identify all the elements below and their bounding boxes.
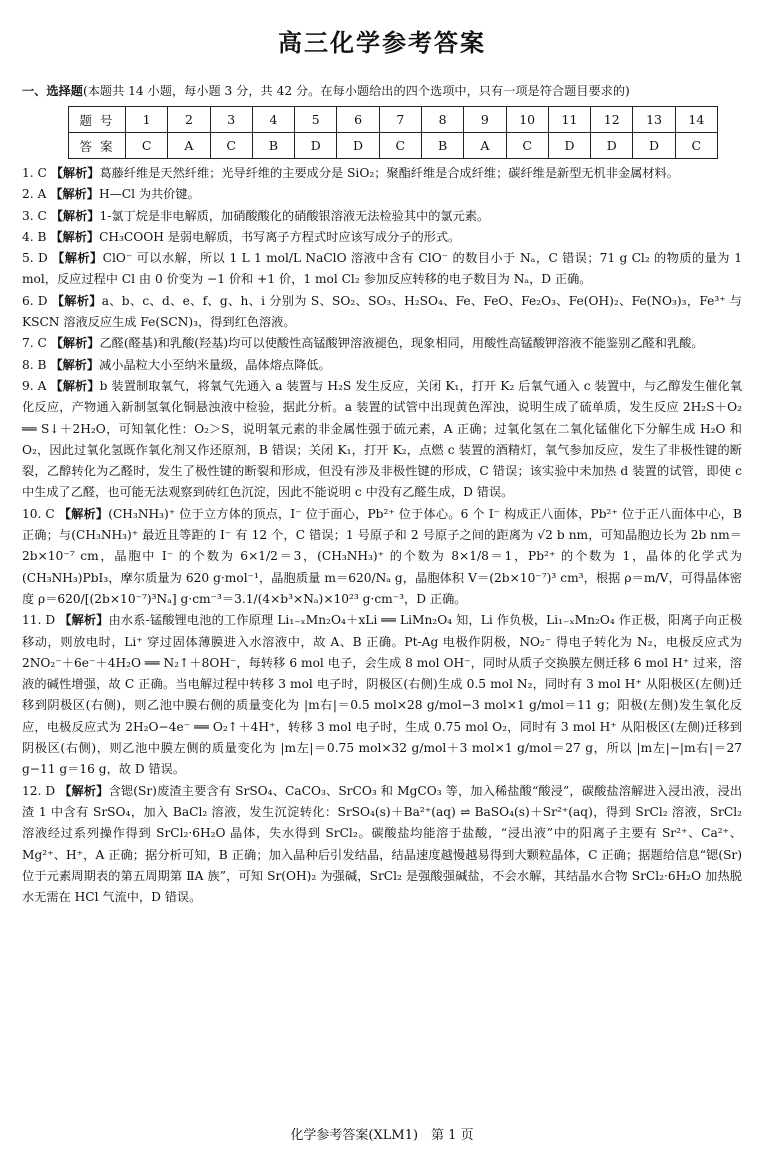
answer-cell: D (633, 133, 675, 159)
question-number-cell: 12 (591, 107, 633, 133)
page-footer: 化学参考答案(XLM1) 第 1 页 (290, 1128, 474, 1143)
explanation-item (22, 291, 742, 334)
answer-cell: D (337, 133, 379, 159)
question-number-cell: 6 (337, 107, 379, 133)
answer-cell: C (210, 133, 252, 159)
explanation-item (22, 333, 742, 354)
question-number-cell: 11 (548, 107, 590, 133)
explanation-item (22, 781, 742, 909)
answer-cell: A (168, 133, 210, 159)
explanation-item (22, 248, 742, 291)
item-number-answer: 12. D (22, 783, 56, 798)
question-number-cell: 10 (506, 107, 548, 133)
explanation-item (22, 163, 742, 184)
explanation-item (22, 184, 742, 205)
answer-cell: D (548, 133, 590, 159)
question-number-cell: 13 (633, 107, 675, 133)
explanation-item (22, 610, 742, 780)
analysis-text: a、b、c、d、e、f、g、h、i 分别为 S、SO₂、SO₃、H₂SO₄、Fe、FeO、Fe₂O₃、Fe(OH)₂、Fe(NO₃)₃，Fe³⁺ 与 KSCN 溶液反应生成 Fe(SCN)₃，得到红色溶液。 (22, 293, 742, 330)
explanation-item (22, 355, 742, 376)
analysis-tag: 【解析】 (51, 293, 102, 308)
row-label-question: 题 号 (69, 107, 126, 133)
question-number-cell: 9 (464, 107, 506, 133)
analysis-tag: 【解析】 (50, 357, 100, 372)
analysis-text: CH₃COOH 是弱电解质，书写离子方程式时应该写成分子的形式。 (99, 229, 461, 244)
question-number-row (69, 107, 718, 133)
explanation-item (22, 504, 742, 610)
item-number-answer: 1. C (22, 166, 47, 180)
analysis-text: b 装置制取氧气，将氧气先通入 a 装置与 H₂S 发生反应，关闭 K₁，打开 K₂ 后氧气通入 c 装置中，与乙醇发生催化氧化反应，产物通入新制氢氧化铜悬浊液中检验，据此分析。a 装置的试管中出现黄色浑浊，说明生成了硫单质，发生反应 2H₂S＋O₂ ══ S↓＋2H₂O，可知氧化性：O₂＞S，说明氧元素的非金属性强于硫元素，A 正确；过氧化氢在二氧化锰催化下分解生成 H₂O 和 O₂，因此过氧化氢既作氧化剂又作还原剂，B 错误；关闭 K₁，打开 K₂，点燃 c 装置的酒精灯，氧气参加反应，发生了非极性键的断裂，乙醇转化为乙醛时，发生了极性键的断裂和形成，但没有涉及非极性键的形成，C 错误；该实验中未加热 d 装置的试管，即使 c 中生成了乙醛，也可能无法观察到砖红色沉淀，因此不能说明 c 中没有乙醛生成，D 错误。 (22, 378, 743, 500)
answer-cell: B (421, 133, 463, 159)
page-title: 高三化学参考答案 (278, 29, 486, 57)
analysis-tag: 【解析】 (58, 506, 109, 521)
analysis-tag: 【解析】 (52, 251, 103, 266)
analysis-text: 葛藤纤维是天然纤维；光导纤维的主要成分是 SiO₂；聚酯纤维是合成纤维；碳纤维是新型无机非金属材料。 (99, 166, 679, 180)
item-number-answer: 6. D (22, 293, 48, 308)
answer-cell: C (675, 133, 717, 159)
item-number-answer: 10. C (22, 506, 55, 521)
answer-cell: D (295, 133, 337, 159)
item-number-answer: 3. C (22, 208, 47, 223)
analysis-text: 减小晶粒大小至纳米量级，晶体熔点降低。 (99, 357, 331, 372)
analysis-tag: 【解析】 (50, 166, 100, 180)
explanation-item (22, 206, 742, 227)
question-number-cell: 14 (675, 107, 717, 133)
row-label-answer: 答 案 (69, 133, 126, 159)
analysis-text: 1-氯丁烷是非电解质，加硝酸酸化的硝酸银溶液无法检验其中的氯元素。 (99, 208, 490, 223)
question-number-cell: 2 (168, 107, 210, 133)
analysis-text: 含锶(Sr)废渣主要含有 SrSO₄、CaCO₃、SrCO₃ 和 MgCO₃ 等，加入稀盐酸“酸浸”，碳酸盐溶解进入浸出液，浸出渣 1 中含有 SrSO₄，加入 BaCl₂ 溶液，发生沉淀转化：SrSO₄(s)＋Ba²⁺(aq) ⇌ BaSO₄(s)＋Sr²⁺(aq)，得到 SrCl₂ 溶液，SrCl₂ 溶液经过系列操作得到 SrCl₂·6H₂O 晶体，失水得到 SrCl₂。碳酸盐均能溶于盐酸，“浸出液”中的阳离子主要有 Sr²⁺、Ca²⁺、Mg²⁺、H⁺，A 正确；据分析可知，B 正确；加入晶种后引发结晶，结晶速度越慢越易得到大颗粒晶体，C 正确；据题给信息“锶(Sr)位于元素周期表的第五周期第 ⅡA 族”，可知 Sr(OH)₂ 为强碱，SrCl₂ 是强酸强碱盐，不会水解，其结晶水合物 SrCl₂·6H₂O 加热脱水无需在 HCl 气流中，D 错误。 (22, 783, 743, 905)
item-number-answer: 8. B (22, 357, 47, 372)
question-number-cell: 7 (379, 107, 421, 133)
item-number-answer: 4. B (22, 229, 47, 244)
analysis-text: H—Cl 为共价键。 (98, 187, 200, 202)
analysis-tag: 【解析】 (59, 783, 109, 798)
analysis-tag: 【解析】 (50, 336, 100, 351)
explanation-item (22, 227, 742, 248)
analysis-tag: 【解析】 (59, 613, 109, 628)
analysis-text: ClO⁻ 可以水解，所以 1 L 1 mol/L NaClO 溶液中含有 ClO⁻ 的数目小于 Nₐ，C 错误；71 g Cl₂ 的物质的量为 1 mol，反应过程中 Cl 由 0 价变为 −1 价和 +1 价，1 mol Cl₂ 参加反应转移的电子数目为 Nₐ，D 正确。 (22, 251, 743, 287)
analysis-tag: 【解析】 (50, 378, 100, 393)
answer-cell: C (379, 133, 421, 159)
answer-cell: C (126, 133, 168, 159)
analysis-tag: 【解析】 (50, 187, 99, 202)
answer-cell: C (506, 133, 548, 159)
answer-cell: A (464, 133, 506, 159)
question-number-cell: 4 (252, 107, 294, 133)
analysis-tag: 【解析】 (50, 208, 100, 223)
question-number-cell: 8 (421, 107, 463, 133)
item-number-answer: 9. A (22, 378, 47, 393)
question-number-cell: 1 (126, 107, 168, 133)
analysis-tag: 【解析】 (50, 229, 100, 244)
explanation-list (22, 163, 742, 908)
answer-table (68, 106, 718, 159)
question-number-cell: 3 (210, 107, 252, 133)
analysis-text: 由水系-锰酸锂电池的工作原理 Li₁₋ₓMn₂O₄＋xLi ══ LiMn₂O₄ 知，Li 作负极，Li₁₋ₓMn₂O₄ 作正极，阳离子向正极移动，则放电时，Li⁺ 穿过固体薄膜进入水溶液中，故 A、B 正确。Pt-Ag 电极作阴极，NO₂⁻ 得电子转化为 N₂，电极反应式为 2NO₂⁻＋6e⁻＋4H₂O ══ N₂↑＋8OH⁻，每转移 6 mol 电子，会生成 8 mol OH⁻，同时从质子交换膜左侧迁移 6 mol H⁺ 过来，溶液的碱性增强，故 C 正确。当电解过程中转移 3 mol 电子时，阴极区(右侧)生成 0.5 mol N₂，同时有 3 mol H⁺ 从阳极区(左侧)迁移到阴极区(右侧)，则乙池中膜右侧的质量变化为 |m右|＝0.5 mol×28 g/mol−3 mol×1 g/mol＝11 g；阳极(左侧)发生氧化反应，电极反应式为 2H₂O−4e⁻ ══ O₂↑＋4H⁺，转移 3 mol 电子时，生成 0.75 mol O₂，同时有 3 mol H⁺ 从阳极区(左侧)迁移到阴极区(右侧)，则乙池中膜左侧的质量变化为 |m左|＝0.75 mol×32 g/mol＋3 mol×1 g/mol＝27 g，所以 |m左|−|m右|＝27 g−11 g＝16 g，故 D 错误。 (22, 613, 743, 777)
question-number-cell: 5 (295, 107, 337, 133)
explanation-item (22, 376, 742, 504)
item-number-answer: 7. C (22, 336, 47, 351)
section-label: 一、选择题 (22, 84, 83, 98)
analysis-text: 乙醛(醛基)和乳酸(羟基)均可以使酸性高锰酸钾溶液褪色，现象相同，用酸性高锰酸钾溶液不能鉴别乙醛和乳酸。 (99, 336, 704, 351)
answer-cell: B (252, 133, 294, 159)
section-description: (本题共 14 小题，每小题 3 分，共 42 分。在每小题给出的四个选项中，只有一项是符合题目要求的) (82, 84, 630, 98)
item-number-answer: 5. D (22, 251, 48, 266)
answer-row (69, 133, 718, 159)
answer-cell: D (591, 133, 633, 159)
item-number-answer: 2. A (22, 187, 47, 202)
analysis-text: (CH₃NH₃)⁺ 位于立方体的顶点，I⁻ 位于面心，Pb²⁺ 位于体心。6 个 I⁻ 构成正八面体，Pb²⁺ 位于正八面体中心，B 正确；与(CH₃NH₃)⁺ 最近且等距的 I⁻ 有 12 个，C 错误；1 号原子和 2 号原子之间的距离为 √2 b nm，可知晶胞边长为 2b nm＝2b×10⁻⁷ cm，晶胞中 I⁻ 的个数为 6×1/2＝3，(CH₃NH₃)⁺ 的个数为 8×1/8＝1，Pb²⁺ 的个数为 1，晶体的化学式为(CH₃NH₃)PbI₃，摩尔质量为 620 g·mol⁻¹，晶胞质量 m＝620/Nₐ g，晶胞体积 V＝(2b×10⁻⁷)³ cm³，根据 ρ＝m/V，可得晶体密度 ρ＝620/[(2b×10⁻⁷)³Nₐ] g·cm⁻³＝3.1/(4×b³×Nₐ)×10²³ g·cm⁻³，D 正确。 (22, 506, 742, 606)
item-number-answer: 11. D (22, 613, 56, 628)
section-heading (22, 82, 742, 100)
